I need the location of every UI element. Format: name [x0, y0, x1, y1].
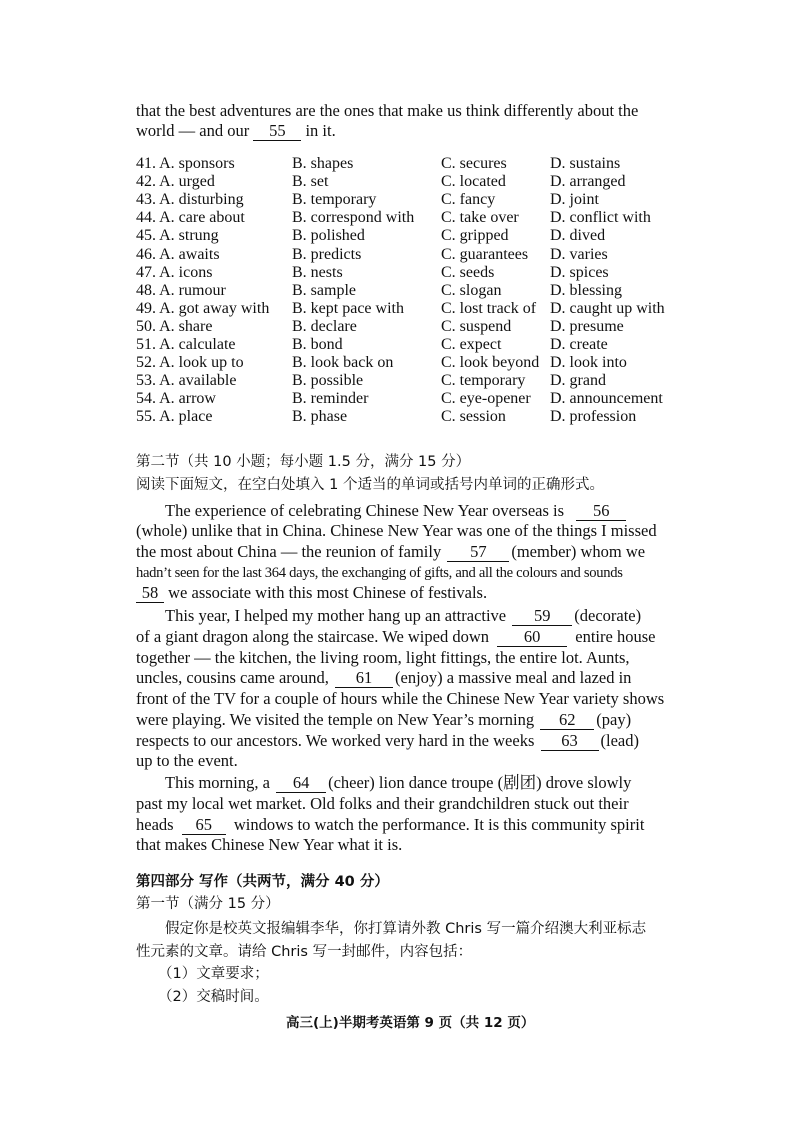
option-b: B. look back on	[292, 354, 394, 372]
blank-61: 61	[335, 669, 393, 688]
passage-text: This year, I helped my mother hang up an attractive	[165, 606, 507, 625]
option-b: B. bond	[292, 336, 343, 353]
blank-63: 63	[541, 732, 599, 751]
option-d: D. varies	[550, 245, 608, 263]
passage-line-2: (whole) unlike that in China. Chinese New Year was one of the things I missed	[136, 521, 657, 540]
passage-text: (decorate)	[574, 606, 642, 625]
part4-heading: 第四部分 写作（共两节，满分 40 分）	[136, 874, 389, 890]
passage-text: This morning, a	[165, 773, 270, 792]
blank-65: 65	[182, 816, 226, 835]
passage-line-4: hadn’t seen for the last 364 days, the exchanging of gifts, and all the colours and sounds	[136, 565, 623, 581]
option-c: C. fancy	[441, 191, 496, 209]
option-a: 54. A. arrow	[136, 390, 216, 408]
option-d: D. profession	[550, 408, 637, 426]
option-b: B. declare	[292, 317, 357, 335]
passage-line-16	[136, 814, 644, 836]
passage-text: (member) whom we	[511, 542, 646, 561]
option-d: D. announcement	[550, 390, 663, 408]
option-c: C. slogan	[441, 281, 502, 299]
passage-line-7	[136, 626, 655, 648]
blank-55: 55	[253, 122, 301, 141]
passage-line-3	[136, 541, 645, 563]
option-c: C. expect	[441, 336, 502, 353]
passage-line-1	[165, 500, 626, 522]
passage-text: The experience of celebrating Chinese New Year overseas is	[165, 501, 565, 520]
option-c: C. look beyond	[441, 354, 540, 372]
option-c: C. temporary	[441, 372, 526, 390]
blank-62: 62	[540, 711, 594, 730]
option-a: 50. A. share	[136, 317, 213, 335]
option-a: 51. A. calculate	[136, 336, 236, 353]
blank-59: 59	[512, 607, 572, 626]
section2-heading: 第二节（共 10 小题；每小题 1.5 分，满分 15 分）	[136, 454, 471, 470]
option-a: 45. A. strung	[136, 227, 219, 245]
option-b: B. temporary	[292, 191, 377, 209]
passage-text: were playing. We visited the temple on New Year’s morning	[136, 710, 535, 729]
option-d: D. look into	[550, 354, 627, 372]
option-c: C. session	[441, 408, 506, 426]
option-c: C. eye-opener	[441, 390, 531, 408]
blank-58: 58	[136, 584, 164, 603]
part4-item-2: （2）交稿时间。	[158, 989, 269, 1005]
page-footer: 高三(上)半期考英语第 9 页（共 12 页）	[286, 1015, 535, 1031]
passage-line-5	[136, 582, 487, 604]
passage-line-12	[136, 730, 639, 752]
part4-subheading: 第一节（满分 15 分）	[136, 896, 280, 912]
option-a: 49. A. got away with	[136, 299, 270, 317]
option-a: 46. A. awaits	[136, 245, 220, 263]
passage-text: uncles, cousins came around,	[136, 668, 329, 687]
option-c: C. located	[441, 173, 506, 191]
option-c: C. gripped	[441, 227, 509, 245]
passage-text: of a giant dragon along the staircase. We wiped down	[136, 627, 490, 646]
option-c: C. lost track of	[441, 299, 537, 317]
passage-text: windows to watch the performance. It is this community spirit	[233, 815, 645, 834]
option-b: B. correspond with	[292, 209, 415, 227]
option-a: 53. A. available	[136, 372, 237, 390]
passage-line-6	[165, 605, 641, 627]
option-b: B. shapes	[292, 155, 354, 172]
option-b: B. possible	[292, 372, 364, 390]
option-d: D. grand	[550, 372, 606, 390]
passage-text: the most about China — the reunion of family	[136, 542, 442, 561]
blank-64: 64	[276, 774, 326, 793]
section2-instruction: 阅读下面短文，在空白处填入 1 个适当的单词或括号内单词的正确形式。	[136, 477, 604, 493]
option-b: B. predicts	[292, 245, 362, 263]
passage-text: respects to our ancestors. We worked very hard in the weeks	[136, 731, 535, 750]
part4-prompt-line-1: 假定你是校英文报编辑李华，你打算请外教 Chris 写一篇介绍澳大利亚标志	[165, 921, 647, 937]
passage-line-17: that makes Chinese New Year what it is.	[136, 835, 403, 854]
option-a: 52. A. look up to	[136, 354, 244, 372]
option-b: B. phase	[292, 408, 348, 426]
passage-line-13: up to the event.	[136, 751, 238, 770]
option-b: B. nests	[292, 263, 343, 281]
option-a: 47. A. icons	[136, 263, 213, 281]
passage-line-11	[136, 709, 631, 731]
passage-text: (pay)	[596, 710, 632, 729]
passage-text: (cheer) lion dance troupe (剧团) drove slowly	[328, 773, 632, 792]
passage-text: (lead)	[600, 731, 639, 750]
passage-line-15: past my local wet market. Old folks and their grandchildren stuck out their	[136, 794, 629, 813]
option-d: D. sustains	[550, 155, 621, 172]
option-d: D. create	[550, 336, 608, 353]
option-b: B. set	[292, 173, 329, 191]
part4-item-1: （1）文章要求；	[158, 966, 269, 982]
option-d: D. joint	[550, 191, 599, 209]
option-d: D. presume	[550, 317, 624, 335]
option-b: B. reminder	[292, 390, 369, 408]
option-c: C. suspend	[441, 317, 512, 335]
passage-text: we associate with this most Chinese of festivals.	[168, 583, 488, 602]
option-a: 48. A. rumour	[136, 281, 226, 299]
option-c: C. secures	[441, 155, 507, 172]
option-b: B. kept pace with	[292, 299, 404, 317]
option-a: 44. A. care about	[136, 209, 245, 227]
passage-text: heads	[136, 815, 174, 834]
passage-line-10: front of the TV for a couple of hours while the Chinese New Year variety shows	[136, 689, 665, 708]
option-d: D. conflict with	[550, 209, 651, 227]
option-c: C. guarantees	[441, 245, 529, 263]
blank-60: 60	[497, 628, 567, 647]
option-d: D. blessing	[550, 281, 622, 299]
blank-57: 57	[447, 543, 509, 562]
option-c: C. seeds	[441, 263, 495, 281]
intro-line-2	[136, 120, 336, 142]
passage-line-14	[165, 772, 631, 794]
option-b: B. sample	[292, 281, 356, 299]
option-b: B. polished	[292, 227, 365, 245]
option-a: 42. A. urged	[136, 173, 215, 191]
intro-line-1: that the best adventures are the ones that make us think differently about the	[136, 101, 639, 120]
intro-line-2-text: world — and our	[136, 121, 250, 140]
option-d: D. spices	[550, 263, 609, 281]
option-a: 55. A. place	[136, 408, 213, 426]
option-d: D. dived	[550, 227, 606, 245]
option-a: 41. A. sponsors	[136, 155, 235, 172]
passage-line-8: together — the kitchen, the living room, light fittings, the entire lot. Aunts,	[136, 648, 630, 667]
passage-text: entire house	[575, 627, 656, 646]
option-c: C. take over	[441, 209, 519, 227]
intro-line-2-end: in it.	[305, 121, 336, 140]
passage-text: (enjoy) a massive meal and lazed in	[395, 668, 632, 687]
passage-line-9	[136, 667, 631, 689]
blank-56: 56	[576, 502, 626, 521]
option-d: D. arranged	[550, 173, 626, 191]
part4-prompt-line-2: 性元素的文章。请给 Chris 写一封邮件，内容包括：	[136, 944, 473, 960]
option-d: D. caught up with	[550, 299, 665, 317]
option-a: 43. A. disturbing	[136, 191, 244, 209]
